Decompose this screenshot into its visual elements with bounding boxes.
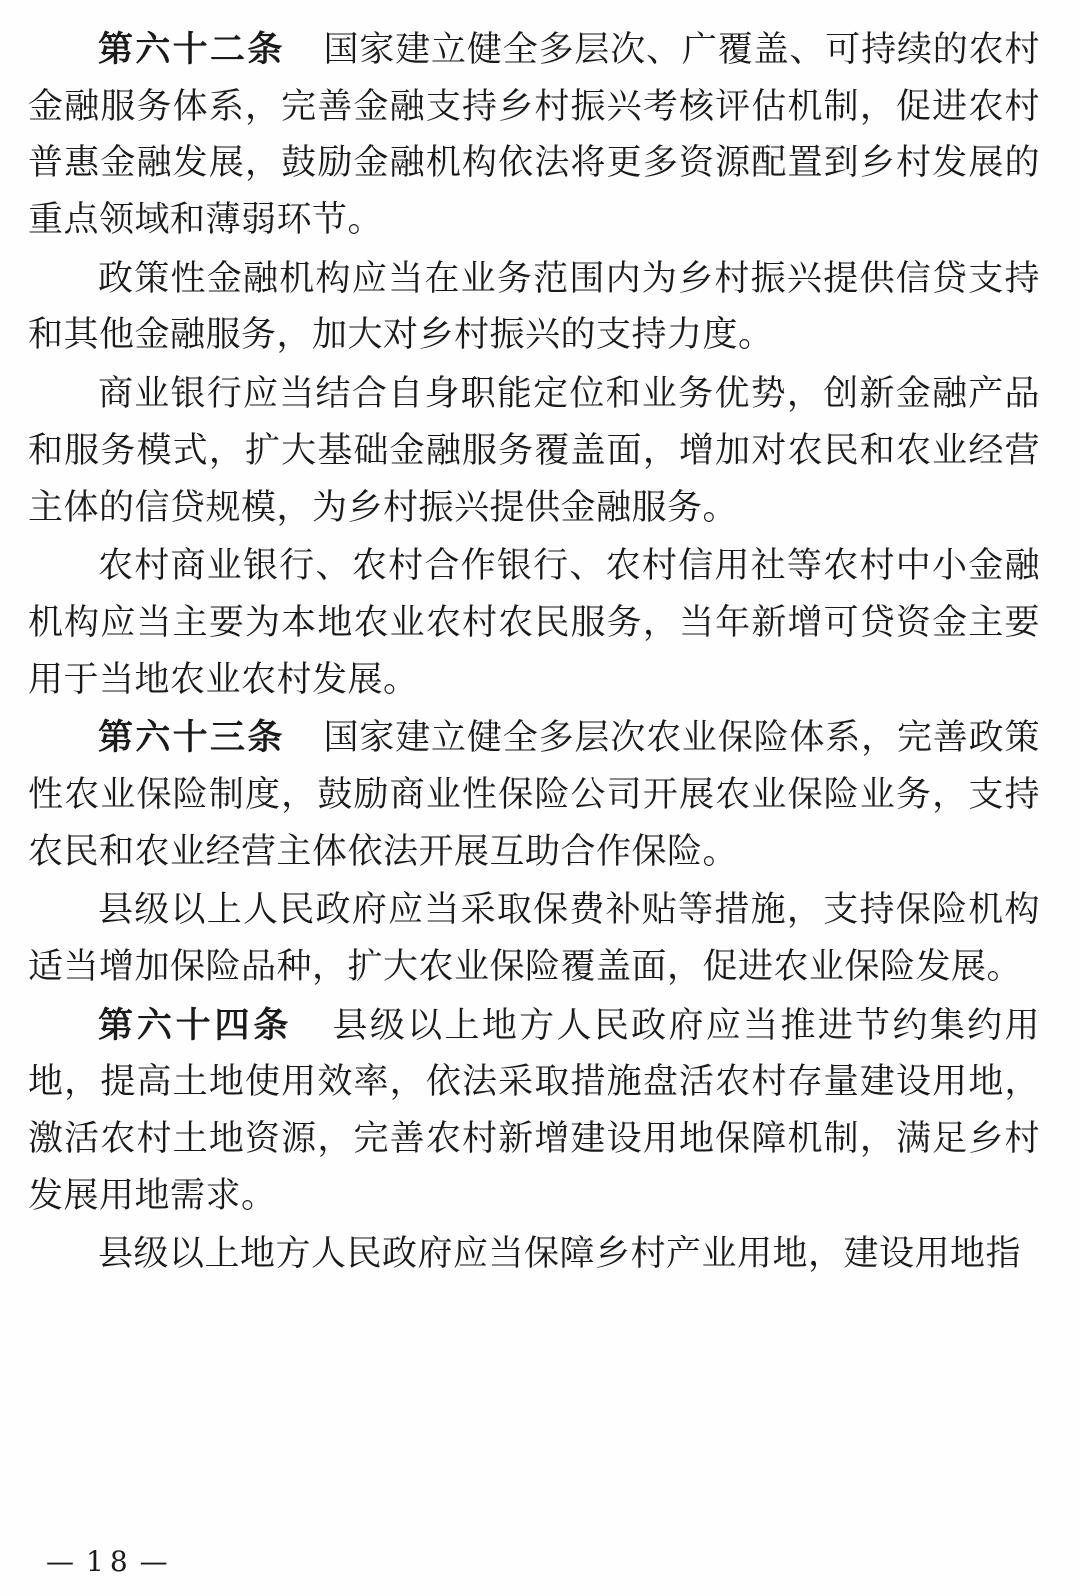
paragraph-text: 国家建立健全多层次农业保险体系，完善政策性农业保险制度，鼓励商业性保险公司开展农业保险业务，支持农民和农业经营主体依法开展互助合作保险。 xyxy=(28,718,1040,872)
paragraph-article-62-p2 xyxy=(28,251,1040,364)
article-label: 第六十二条 xyxy=(98,29,285,70)
paragraph-article-64 xyxy=(28,998,1040,1225)
paragraph-text: 国家建立健全多层次、广覆盖、可持续的农村金融服务体系，完善金融支持乡村振兴考核评估机制，促进农村普惠金融发展，鼓励金融机构依法将更多资源配置到乡村发展的重点领域和薄弱环节。 xyxy=(28,30,1040,241)
footer-dash-right: — xyxy=(139,1545,174,1578)
paragraph-text: 农村商业银行、农村合作银行、农村信用社等农村中小金融机构应当主要为本地农业农村农民服务，当年新增可贷资金主要用于当地农业农村发展。 xyxy=(28,546,1040,700)
paragraph-article-63 xyxy=(28,710,1040,880)
footer-dash-left: — xyxy=(46,1545,80,1578)
paragraph-article-63-p2 xyxy=(28,882,1040,995)
paragraph-text: 县级以上人民政府应当采取保费补贴等措施，支持保险机构适当增加保险品种，扩大农业保险覆盖面，促进农业保险发展。 xyxy=(28,890,1040,987)
article-label: 第六十四条 xyxy=(98,1004,293,1046)
page-body xyxy=(28,22,1040,1283)
paragraph-text: 商业银行应当结合自身职能定位和业务优势，创新金融产品和服务模式，扩大基础金融服务覆盖面，增加对农民和农业经营主体的信贷规模，为乡村振兴提供金融服务。 xyxy=(28,374,1040,528)
page-footer xyxy=(0,1545,1080,1578)
paragraph-article-64-p2 xyxy=(28,1226,1040,1283)
paragraph-article-62-p4 xyxy=(28,538,1040,708)
paragraph-text: 县级以上地方人民政府应当保障乡村产业用地，建设用地指 xyxy=(98,1234,1022,1275)
page-number: 18 xyxy=(86,1545,134,1578)
paragraph-text: 县级以上地方人民政府应当推进节约集约用地，提高土地使用效率，依法采取措施盘活农村存量建设用地，激活农村土地资源，完善农村新增建设用地保障机制，满足乡村发展用地需求。 xyxy=(28,1005,1040,1216)
paragraph-text: 政策性金融机构应当在业务范围内为乡村振兴提供信贷支持和其他金融服务，加大对乡村振兴的支持力度。 xyxy=(28,258,1040,356)
article-label: 第六十三条 xyxy=(98,717,285,759)
paragraph-article-62-p3 xyxy=(28,366,1040,536)
paragraph-article-62 xyxy=(28,22,1040,249)
